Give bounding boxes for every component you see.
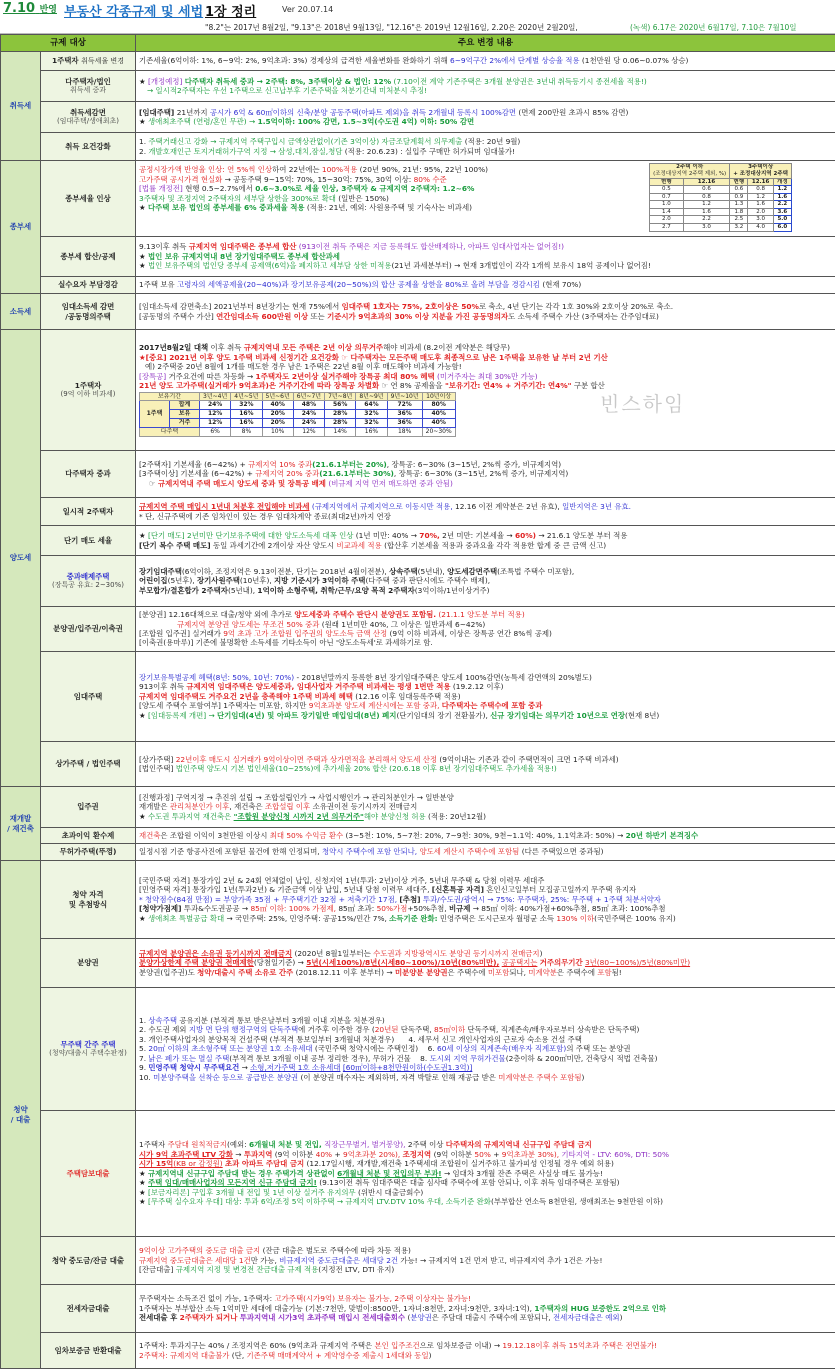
row-label: 다주택자 중과 — [41, 451, 136, 498]
category-redevelopment: 재개발 / 재건축 — [1, 787, 41, 861]
row-content: [진행과정] 구역지정 → 추진위 설립 → 조합설립인가 → 사업시행인가 → 관리처분인가 → 일반분양 재개발은 관리처분인가 이후, 재건축은 조합설립 이후 소유권이전 등기시까지 전매금지 ★ 수도권 투과지역 재건축은 "조합원 분양신청 시까지 2년 의무거주"해야 분양신청 허용 (적용: 20년12월) — [136, 787, 835, 828]
row-label: 다주택자/법인 취득세 중과 — [41, 71, 136, 102]
category-income-tax: 소득세 — [1, 294, 41, 330]
table-row — [1, 451, 835, 498]
table-row — [1, 742, 835, 787]
row-content: 재건축은 조합원 이익이 3천만원 이상시 최대 50% 수익금 환수 (3~5천: 10%, 5~7천: 20%, 7~9천: 30%, 9천~1.1억: 40%, 1.1억초과: 50%) → 20년 하반기 본격징수 — [136, 828, 835, 844]
title-prefix: 7.10 반영 — [3, 1, 57, 16]
row-label: 상가주택 / 법인주택 — [41, 742, 136, 787]
row-content: 장기임대주택(6억이하, 조정지역은 9.13이전분, 단기는 2018년 4월이전분), 상속주택(5년내), 양도세감면주택(조특법 주택수 미포함), 어린이집(5년후), 장기사원주택(10년후), 지방 기준시가 3억이하 주택(다주택 중과 판단시에도 주택수 배제), 부모합가/결혼합가 2주택자(5년내), 1억이하 소형주택, 취학/근무/요양 목적 2주택자(3억이하/1년이상거주) — [136, 556, 835, 607]
table-row — [1, 861, 835, 939]
row-label: 임대소득세 감면 /공동명의주택 — [41, 294, 136, 330]
row-content: 1주택자 주담대 원칙적금지(예외: 6개월내 처분 및 전입, 직장근무별거, 별거봉양), 2주택 이상 다주택자의 규제지역내 신규구입 주담대 금지 시가 9억 초과주택 LTV 강화 → 투과지역 (9억 이하분 40% + 9억초과분 20%), 조정지역 (9억 이하분 50% + 9억초과분 30%), 기타지역 - LTV: 60%, DTI: 50% 시가 15억(KB or 감정원) 초과 아파트 주담대 금지 (12.17일시행, 재개발,재건축 1주택세대 조합원이 실거주하고 불가피성 인정될 경우 예외 허용) ★ 규제지역내 신규구입 주담대 받는 경우 주택가격 상관없이 6개월내 처분 및 전입의무 부과! → 임대차 3개월 잔존 주택은 사실상 매도 불가능! ★ 주택 임대/매매사업자의 모든지역 신규 주담대 금지! (9.13이전 취득 임대주택은 대출 심사때 주택수에 포함 안되나, 이후 취득 임대주택은 포함됨) ★ [보금자리론] 구입후 3개월 내 전입 및 1년 이상 실거주 유지의무 (위반시 대출금회수) ★ [무주택 실수요자 우대] 대상: 투과 6억/조정 5억 이하주택 → 규제지역 LTV.DTV 10% 우대, 소득기준 완화(부부합산 연소득 8천만원, 생애최조는 9천만원 이하) — [136, 1111, 835, 1237]
row-label: 일시적 2주택자 — [41, 498, 136, 526]
category-acquisition-tax: 취득세 — [1, 52, 41, 161]
title-suffix: 1장 정리 — [205, 1, 256, 20]
title-main: 부동산 각종규제 및 세법 — [64, 1, 203, 20]
table-row — [1, 498, 835, 526]
table-row — [1, 939, 835, 988]
row-content: 1. 상속주택 공유지분 (부적격 통보 받은날부터 3개월 이내 지분을 처분경우) 2. 수도권 제외 지방 면 단위 행정구역의 단독주택에 거주후 이주한 경우 (20년된 단독주택, 85㎡이하 단독주택, 직계존속/배우자로부터 상속받은 단독주택) 3. 개인주택사업자의 분양목적 건설주택 (부적격 통보일부터 3개월내 처분경우) 4. 세무서 신고 개인사업자의 근로자 숙소용 건설 주택 5. 20㎡ 이하의 초소형주택 또는 분양권 1호 소유세대 (국민주택 청약시에는 주택인정) 6. 60세 이상의 직계존속(배우자 직계포함)의 주택 또는 분양권 7. 낡은 폐가 또는 멸실 주택(부적격 통보 3개월 이내 공부 정리한 경우), 무허가 건물 8. 도시외 지역 무허가건물(2층이하 & 200㎡미만, 건축당시 적법 건축물) 9. 민영주택 청약시 무주택요건 → 소형,저가주택 1호 소유세대 [60㎡이하+8천만원이하(수도권1.3억)] 10. 미분양주택을 선착순 등으로 공급받은 분양권 (이 분양권 매수자는 제외하며, 자격 박탈로 인해 재공급 받은 미계약분은 주택수 포함됨) — [136, 988, 835, 1111]
row-label: 임대주택 — [41, 652, 136, 742]
table-row — [1, 828, 835, 844]
row-content: [국민주택 자격] 통장가입 2년 & 24회 연체없이 납입, 신청지역 1년(투과: 2년)이상 거주, 5년내 무주택 & 당첨 이력무 세대주 [민영주택 자격] 통장가입 1년(투과2년) & 기준금액 이상 납입, 5년내 당첨 이력무 세대주, [신혼특공 자격] 혼인신고일부터 모집공고일까지 무주택 유지자 * 청약점수(84점 만점) = 부양가족 35점 + 무주택기간 32점 + 저축기간 17점, [추첨] 투과/수도권/광역시 → 75%: 무주택자, 25%: 무주택 + 1주택 처분서약자 [청약가점제] 투과&수도권공공 → 85㎡ 이하: 100% 가점제, 85㎡ 초과: 50%가점+50%추첨, 비규제 → 85㎡ 이하: 40%가점+60%추첨, 85㎡ 초과: 100%추첨 ★ 생애최초 특별공급 확대 → 국민주택: 25%, 민영주택: 공공15%/민간 7%, 소득기준 완화: 민영주택은 도시근로자 월평균 소득 130% 이하(국민주택은 100% 유지) — [136, 861, 835, 939]
row-content: 규제지역 분양권은 소유권 등기시까지 전매금지 (2020년 8월1일부터는 수도권과 지방광역시도 분양권 등기시까지 전매금지) 분양가상한제 주택 분양권 전매제한(당첨일기준) → 5년(시세100%)/8년(시세80~100%)/10년(80%미만), 공공택지는 거주의무기간 3년(80~100%)/5년(80%미만) 분양권(입주권)도 청약/대출시 주택 소유로 간주 (2018.12.11 이후 분부터) → 미분양분 분양권은 주택수에 미포함되나, 미계약분은 주택수에 포함됨! — [136, 939, 835, 988]
table-row — [1, 133, 835, 161]
date-legend-left: "8.2"는 2017년 8월2일, "9.13"은 2018년 9월13일, "12.16"은 2019년 12월16일, 2.20은 2020년 2월20일, — [205, 22, 578, 33]
row-label: 전세자금대출 — [41, 1285, 136, 1333]
category-transfer-tax: 양도세 — [1, 330, 41, 787]
table-header — [1, 35, 835, 52]
date-legend — [0, 20, 835, 34]
row-label: 중과배제주택 (장특공 유효: 2~30%) — [41, 556, 136, 607]
row-content: 9억이상 고가주택의 중도금 대출 금지 (잔금 대출은 별도로 주택수에 따라 차등 적용) 규제지역 중도금대출은 세대당 1건만 가능, 비규제지역 중도금대출은 세대당 2건 가능! → 규제지역 1건 먼저 받고, 비규제지역 추가 1건은 가능! [잔금대출] 규제지역 지정 및 변경전 잔금대출 규제 적용(지정전 LTV, DTI 유지) — [136, 1237, 835, 1285]
watermark: 빈스하임 — [600, 388, 685, 417]
row-content: 기존세율(6억이하: 1%, 6~9억: 2%, 9억초과: 3%) 경제상의 급격한 세율변화를 완화하기 위해 6~9억구간 2%에서 단계별 상승율 적용 (1천만원 당 0.06~0.07% 상승) — [136, 52, 835, 71]
row-content: 2주택 이하 (조정대상지역 2주택 제외, %) 3주택이상 + 조정대상지역 2주택 현행 12.16 현행 12.16 개정 0.5 0.6 0.6 0.8 1.2 0.7 0.8 0.9 1.2 1.6 1.0 1.2 1.3 1.6 2.2 1.4 1.6 1.8 2.0 3.6 2.0 2.2 2.5 3.0 5.0 2.7 3.0 3.2 4.0 6.0 공정시장가액 반영율 인상: 연 5%씩 인상하여 22년에는 100%적용 (20년 90%, 21년: 95%, 22년 100%) 고가주택 공시가격 현실화 → 공동주택 9~15억: 70%, 15~30억: 75%, 30억 이상: 80% 수준 [법률 개정전] 현행 0.5~2.7%에서 0.6~3.0%로 세율 인상, 3주택자 & 규제지역 2주택자: 1.2~6% 3주택자 및 조정지역 2주택자의 세부담 상한을 300%로 확대 (일반은 150%) ★ 다주택 보유 법인의 종부세를 6% 중과세율 적용 (적용: 21년, 예외: 사원용주택 및 기숙사는 비과세) — [136, 161, 835, 237]
table-row — [1, 787, 835, 828]
row-label: 청약 중도금/잔금 대출 — [41, 1237, 136, 1285]
header-target: 규제 대상 — [1, 35, 136, 52]
row-label: 분양권 — [41, 939, 136, 988]
row-content: [상가주택] 22년이후 매도시 실거래가 9억이상이면 주택과 상가면적을 분리해서 양도세 산정 (9억이내는 기존과 같이 주택면적이 크면 1주택 비과세) [법인주택] 법인주택 양도시 기본 법인세율(10~25%)에 추가세율 20% 합산 (20.6.18 이후 8년 장기임대주택도 추가세율 적용!) — [136, 742, 835, 787]
row-content: ★ [단기 매도] 2년미만 단기보유주택에 대한 양도소득세 대폭 인상 (1년 미만: 40% → 70%, 2년 미만: 기본세율 → 60%) → 21.6.1 양도분 부터 적용 [단기 복수 주택 매도] 동일 과세기간에 2개이상 자산 양도시 비교과세 적용 (합산후 기본세율 적용과 중과요율 각각 적용한 합계 중 큰 금액 신고) — [136, 526, 835, 556]
table-row — [1, 1237, 835, 1285]
table-row — [1, 556, 835, 607]
row-label: 무주택 간주 주택 (청약/대출시 주택수판정) — [41, 988, 136, 1111]
row-content: 1주택 보유 고령자의 세액공제율(20~40%)과 장기보유공제(20~50%)의 합산 공제율 상한을 80%로 올려 부담을 경감시킴 (현재 70%) — [136, 277, 835, 294]
row-content: 9.13이후 취득 규제지역 임대주택은 종부세 합산 (913이전 취득 주택은 지금 등록해도 합산배제하나, 아파트 임대사업자는 없어짐!) ★ 법인 보유 규제지역내 8년 장기임대주택도 종부세 합산과세 ★ 법인 보유주택의 법인당 종부세 공제액(6억)을 폐지하고 세부담 상한 미적용(21년 과세분부터) → 현재 3개법인이 각각 1개씩 보유시 18억 공제이나 없어짐! — [136, 237, 835, 277]
table-row — [1, 526, 835, 556]
date-legend-right: (녹색) 6.17은 2020년 6월17일, 7.10은 7월10일 — [630, 22, 796, 33]
row-content: [임대소득세 감면축소] 2021년부터 8년장기는 현재 75%에서 임대주택 1호자는 75%, 2호이상은 50%로 축소, 4년 단기는 각각 1호 30%와 2호이상 20%로 축소. [공동명의 주택수 가산] 연간임대소득 600만원 이상 또는 기준시가 9억초과의 30% 이상 지분을 가진 공동명의자도 소득세 주택수 가산 (3주택자는 간주임대료) — [136, 294, 835, 330]
row-label: 종부세 합산/공제 — [41, 237, 136, 277]
row-label: 주택담보대출 — [41, 1111, 136, 1237]
table-row — [1, 161, 835, 237]
category-subscription-loan: 청약 / 대출 — [1, 861, 41, 1369]
row-label: 입주권 — [41, 787, 136, 828]
row-label: 초과이익 환수제 — [41, 828, 136, 844]
table-row — [1, 277, 835, 294]
row-label: 종부세율 인상 — [41, 161, 136, 237]
regulation-table — [0, 34, 835, 1369]
row-content: 규제지역 주택 매입시 1년내 처분후 전입해야 비과세 (규제지역에서 규제지역으로 이동시만 적용, 12.16 이전 계약분은 2년 유효), 일반지역은 3년 유효. * 단, 신규주택에 기존 임차인이 있는 경우 임대차계약 종료(최대2년)까지 연장 — [136, 498, 835, 526]
table-row — [1, 652, 835, 742]
table-row — [1, 294, 835, 330]
row-content: 무주택자는 소득조건 없이 가능, 1주택자: 고가주택(시가9억) 보유자는 불가능, 2주택 이상자는 불가능! 1주택자는 부부합산 소득 1억미만 세대에 대출가능 (기본:7천만, 맞벌이:8500만, 1자녀:8천만, 2자녀:9천만, 3자녀:1억), 1주택자의 HUG 보증한도 2억으로 인하 전세대출 후 2주택자가 되거나 투과지역내 시가3억 초과주택 매입시 전세대출회수 (분양권은 주담대 대출시 주택수에 포함되나, 전세자금대출은 예외) — [136, 1285, 835, 1333]
tax-rate-table: 2주택 이하 (조정대상지역 2주택 제외, %) 3주택이상 + 조정대상지역 2주택 현행 12.16 현행 12.16 개정 0.5 0.6 0.6 0.8 1.2 0.7 0.8 0.9 1.2 1.6 1.0 1.2 1.3 1.6 2.2 1.4 1.6 1.8 2.0 3.6 2.0 2.2 2.5 3.0 5.0 2.7 3.0 3.2 4.0 6.0 — [649, 163, 792, 231]
row-content: [임대주택] 21년까지 공시가 6억 & 60㎡이하의 신축/분양 공동주택(아파트 제외)을 취득 2개월내 등록시 100%감면 (면제 200만원 초과시 85% 감면) ★ 생애최초주택 (연령/혼인 무관) → 1.5억이하: 100% 감면, 1.5~3억(수도권 4억) 이하: 50% 감면 — [136, 102, 835, 133]
row-label: 실수요자 부담경감 — [41, 277, 136, 294]
row-label: 단기 매도 세율 — [41, 526, 136, 556]
row-label: 1주택자 (9억 이하 비과세) — [41, 330, 136, 451]
row-content: 1주택자: 투과지구는 40% / 조정지역은 60% (9억초과 규제지역 주택은 본인 입주조건으로 임차보증금 이내) → 19.12.18이후 취득 15억초과 주택은 전면불가! 2주택자: 규제지역 대출불가 (단, 기존주택 매매계약서 + 계약영수증 제출시 1세대와 동일) — [136, 1333, 835, 1369]
row-content: 2017년8월2일 대책 이후 취득 규제지역내 모든 주택은 2년 이상 의무거주해야 비과세 (8.2이전 계약분은 해당무) ★[중요] 2021년 이후 양도 1주택 비과세 신정기간 요건강화 ☞ 다주택자는 모든주택 매도후 최종적으로 남은 1주택을 보유한 날 부터 2년 기산 예) 2주택중 20년 8월에 1개를 매도한 경우 남은 1주택은 22년 8월 이후 매도해야 비과세 가능함! [장특공] 거주요건에 따른 차등화 → 1주택자도 2년이상 실거주해야 장특공 최대 80% 혜택 (미거주자는 최대 30%만 가능) 21년 양도 고가주택(실거래가 9억초과)은 거주기간에 따라 장특공 차별화 ☞ 연 8% 공제율을 "보유기간: 연4% + 거주기간: 연4%" 구분 합산 보유기간 3년~4년 4년~5년 5년~6년 6년~7년 7년~8년 8년~9년 9년~10년 10년이상 1주택 합계 24% 32% 40% 48% 56% 64% 72% 80% 보유 12% 16% 20% 24% 28% 32% 36% 40% 거주 12% 16% 20% 24% 28% 32% 36% 40% 다주택 6% 8% 10% 12% 14% 16% 18% 20~30% — [136, 330, 835, 451]
category-comprehensive-tax: 종부세 — [1, 161, 41, 294]
table-row — [1, 988, 835, 1111]
table-row — [1, 607, 835, 652]
table-row — [1, 52, 835, 71]
row-label: 분양권/입주권/이축권 — [41, 607, 136, 652]
row-label: 취득세감면 (임대주택/생애최초) — [41, 102, 136, 133]
table-row — [1, 330, 835, 451]
row-content: 1. 주택거래신고 강화 → 규제지역 주택구입시 금액상관없이(기존 3억이상) 자금조달계획서 의무제출 (적용: 20년 9월) 2. 개발호재인근 토지거래허가구역 지정 → 삼성,대치,잠실,청담 (적용: 20.6.23) : 실입주 구매만 허가되며 임대불가! — [136, 133, 835, 161]
row-label: 무허가주택(뚜껑) — [41, 844, 136, 861]
row-label: 임차보증금 반환대출 — [41, 1333, 136, 1369]
row-content: [분양권] 12.16대책으로 대출/청약 외에 추가로 양도세중과 주택수 판단시 분양권도 포함됨. (21.1.1 양도분 부터 적용) 규제지역 분양권 양도세는 무조건 50% 중과 (원래 1년미만 40%, 그 이상은 일반과세 6~42%) [조합원 입주권] 실거래가 9억 초과 고가 조합원 입주권의 양도소득 금액 산정 (9억 이하 비과세, 이상은 장특공 연간 8%씩 공제) [이축권(용마루)] 기존에 불명확한 소득세를 기타소득이 아닌 '양도소득세'로 과세하기로 함. — [136, 607, 835, 652]
table-row — [1, 1285, 835, 1333]
table-row — [1, 1111, 835, 1237]
holding-period-table: 보유기간 3년~4년 4년~5년 5년~6년 6년~7년 7년~8년 8년~9년 9년~10년 10년이상 1주택 합계 24% 32% 40% 48% 56% 64% 72% 80% 보유 12% 16% 20% 24% 28% 32% 36% 40% 거주 12% 16% 20% 24% 28% 32% 36% 40% 다주택 6% 8% 10% 12% 14% 16% 18% 20~30% — [139, 392, 456, 437]
header-content: 주요 변경 내용 — [136, 35, 835, 52]
row-content: 장기보유특별공제 혜택(8년: 50%, 10년: 70%) - 2018년말까지 등록한 8년 장기임대주택은 양도세 100%감면(농특세 감면액의 20%별도) 913이후 취득 규제지역 임대주택은 양도세중과, 임대사업자 거주주택 비과세는 평생 1번만 적용 (19.2.12 이후) 규제지역 임대주택도 거주요건 2년을 충족해야 1주택 비과세 혜택 (12.16 이후 임대등록주택 적용) [양도세 주택수 포함여부] 1주택자는 미포함, 하지만 9억초과분 양도세 계산시에는 포함 중과, 다주택자는 주택수에 포함 중과 ★ [임대등록제 개편] → 단기임대(4년) 및 아파트 장기일반 매입임대(8년) 폐지(단기임대의 장기 전환불가), 신규 장기임대는 의무기간 10년으로 연장(현재 8년) — [136, 652, 835, 742]
table-row — [1, 71, 835, 102]
row-content: [2주택자] 기본세율 (6~42%) + 규제지역 10% 중과(21.6.1부터는 20%), 장특공: 6~30% (3~15년, 2%씩 증가, 비규제지역) [3주택이상] 기본세율 (6~42%) + 규제지역 20% 중과(21.6.1부터는 30%), 장특공: 6~30% (3~15년, 2%씩 증가, 비규제지역) ☞ 규제지역내 주택 매도시 양도세 중과 및 장특공 배제 (비규제 지역 먼저 매도하면 중과 안됨) — [136, 451, 835, 498]
table-row — [1, 844, 835, 861]
title-bar — [0, 0, 835, 20]
table-row — [1, 1333, 835, 1369]
row-label: 취득 요건강화 — [41, 133, 136, 161]
table-row — [1, 102, 835, 133]
row-content: ★ [개정예정] 다주택자 취득세 중과 → 2주택: 8%, 3주택이상 & 법인: 12% (7.10이전 계약 기존주택은 3개월 분양권은 3년내 취득등기시 종전세율 적용!) → 일시적2주택자는 우선 1주택으로 신고납부후 기존주택을 처분기간내 미처분시 추징! — [136, 71, 835, 102]
version-label: Ver 20.07.14 — [282, 5, 333, 14]
row-label: 1주택자 취득세율 변경 — [41, 52, 136, 71]
row-content: 일정시점 기준 항공사진에 포함된 물건에 한해 인정되며, 청약시 주택수에 포함 안되나, 양도세 계산시 주택수에 포함됨 (다른 주택있으면 중과됨) — [136, 844, 835, 861]
table-row — [1, 237, 835, 277]
row-label: 청약 자격 및 추첨방식 — [41, 861, 136, 939]
